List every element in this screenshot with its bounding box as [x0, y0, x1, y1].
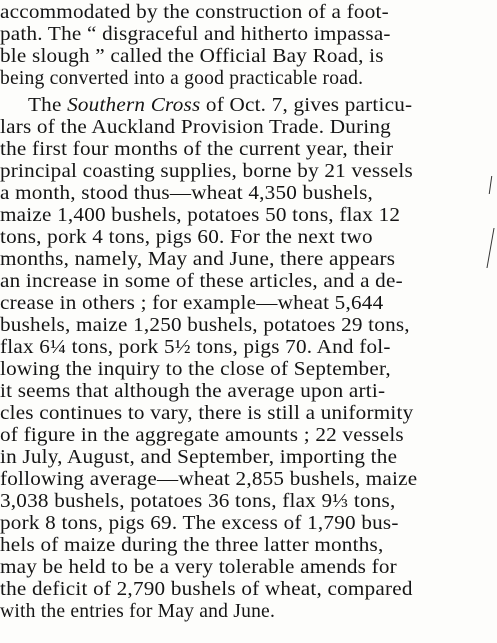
- article-line: path. The “ disgraceful and hitherto impassa-: [0, 24, 391, 45]
- article-line: may be held to be a very tolerable amends for: [0, 557, 397, 578]
- article-line: with the entries for May and June.: [0, 601, 276, 622]
- article-line: tons, pork 4 tons, pigs 60. For the next two: [0, 227, 373, 248]
- article-line: maize 1,400 bushels, potatoes 50 tons, flax 12: [0, 205, 401, 226]
- article-line: 3,038 bushels, potatoes 36 tons, flax 9⅓ tons,: [0, 491, 396, 512]
- article-line: principal coasting supplies, borne by 21 vessels: [0, 161, 413, 182]
- article-line: crease in others ; for example—wheat 5,644: [0, 293, 384, 314]
- article-line: the deficit of 2,790 bushels of wheat, compared: [0, 579, 413, 600]
- article-line: in July, August, and September, importing the: [0, 447, 398, 468]
- article-line: being converted into a good practicable road.: [0, 68, 364, 89]
- article-line: pork 8 tons, pigs 69. The excess of 1,790 bus-: [0, 513, 399, 534]
- article-line: cles continues to vary, there is still a uniformity: [0, 403, 414, 424]
- article-line: an increase in some of these articles, and a de-: [0, 271, 403, 292]
- article-line: of figure in the aggregate amounts ; 22 vessels: [0, 425, 404, 446]
- newspaper-title-italic: Southern Cross: [67, 95, 201, 116]
- margin-pencil-mark: [489, 176, 497, 194]
- article-line: it seems that although the average upon arti-: [0, 381, 386, 402]
- article-line: lars of the Auckland Provision Trade. During: [0, 117, 391, 138]
- article-line-with-italic: The Southern Cross of Oct. 7, gives particu-: [28, 95, 413, 116]
- margin-pencil-mark: [486, 228, 497, 268]
- article-line: hels of maize during the three latter months,: [0, 535, 384, 556]
- article-line: flax 6¼ tons, pork 5½ tons, pigs 70. And fol-: [0, 337, 391, 358]
- article-line: accommodated by the construction of a foot-: [0, 2, 389, 23]
- article-line: the first four months of the current year, their: [0, 139, 394, 160]
- article-line: following average—wheat 2,855 bushels, maize: [0, 469, 418, 490]
- article-line: lowing the inquiry to the close of September,: [0, 359, 391, 380]
- article-line: bushels, maize 1,250 bushels, potatoes 29 tons,: [0, 315, 410, 336]
- article-line: months, namely, May and June, there appears: [0, 249, 396, 270]
- article-line: ble slough ” called the Official Bay Road, is: [0, 46, 384, 67]
- article-line: a month, stood thus—wheat 4,350 bushels,: [0, 183, 374, 204]
